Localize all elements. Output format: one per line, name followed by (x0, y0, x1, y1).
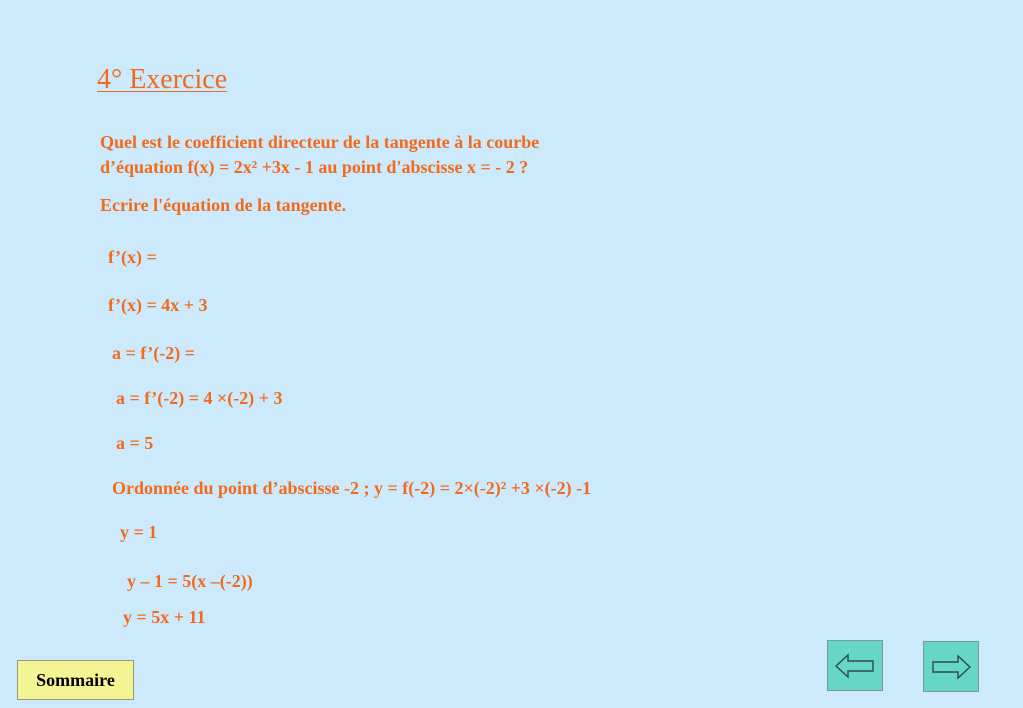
step-tangent-equation: y – 1 = 5(x –(-2)) (127, 571, 253, 591)
previous-button[interactable] (827, 640, 883, 691)
step-derivative: f’(x) = 4x + 3 (108, 295, 208, 315)
step-tangent-result: y = 5x + 11 (123, 607, 206, 627)
step-slope-prompt: a = f’(-2) = (112, 343, 195, 363)
step-slope-value: a = 5 (116, 433, 154, 453)
step-derivative-prompt: f’(x) = (108, 247, 157, 267)
step-ordinate: Ordonnée du point d’abscisse -2 ; y = f(-2) = 2×(-2)² +3 ×(-2) -1 (112, 478, 592, 498)
arrow-left-icon (835, 653, 875, 679)
step-y-value: y = 1 (120, 522, 158, 542)
question-line-2: d’équation f(x) = 2x² +3x - 1 au point d'abscisse x = - 2 ? (100, 157, 529, 177)
question-line-3: Ecrire l'équation de la tangente. (100, 195, 347, 215)
sommaire-button[interactable]: Sommaire (17, 660, 134, 700)
page-title: 4° Exercice (97, 64, 228, 95)
arrow-right-icon (931, 654, 971, 680)
step-slope-calc: a = f’(-2) = 4 ×(-2) + 3 (116, 388, 283, 408)
next-button[interactable] (923, 641, 979, 692)
question-line-1: Quel est le coefficient directeur de la tangente à la courbe (100, 132, 540, 152)
